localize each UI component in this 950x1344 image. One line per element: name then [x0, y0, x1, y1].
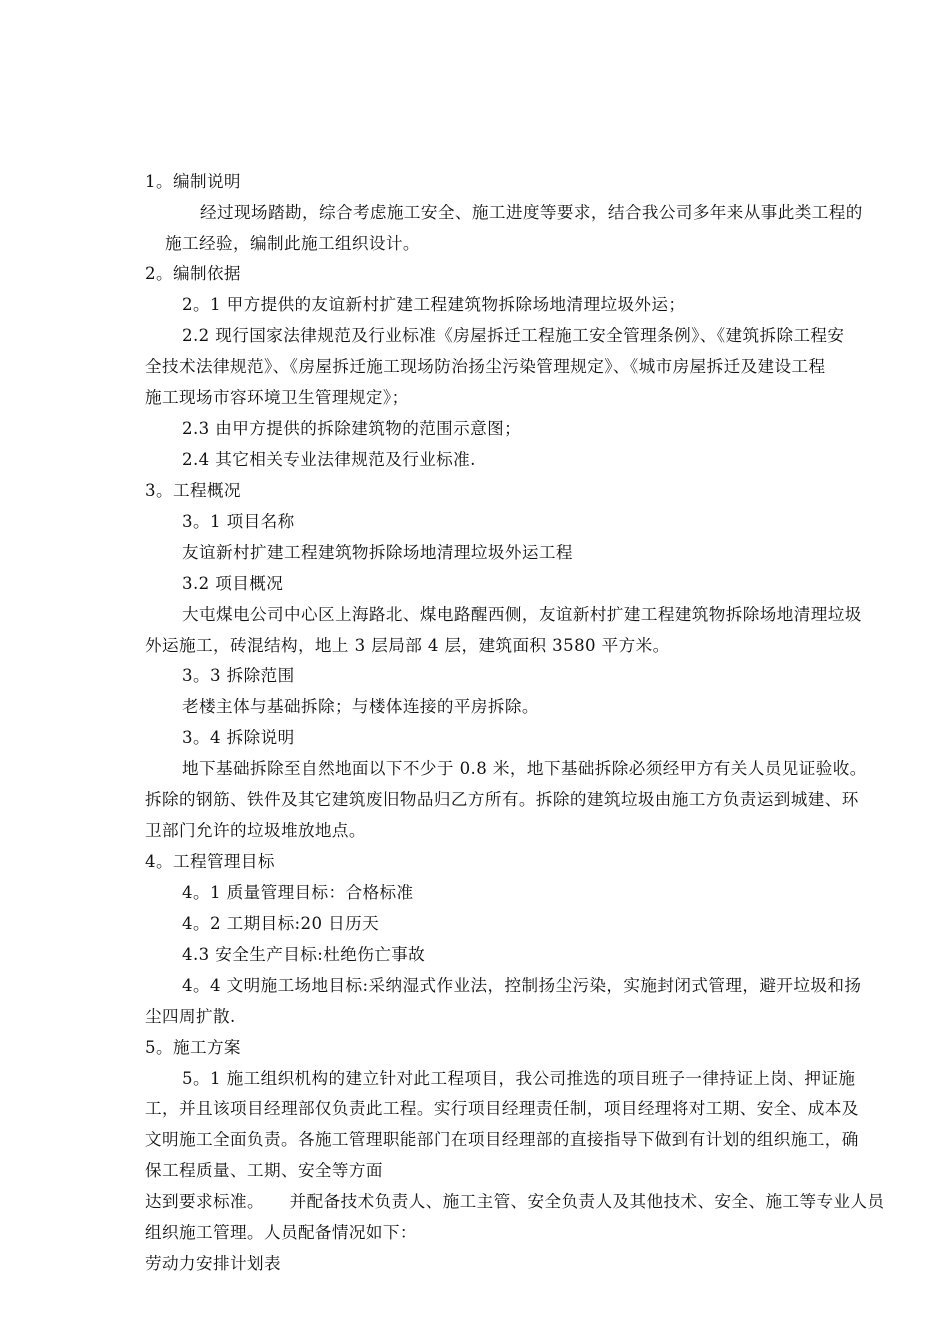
- paragraph-line: 5。1 施工组织机构的建立针对此工程项目，我公司推选的项目班子一律持证上岗、押证施: [182, 1069, 856, 1088]
- subheading: 3。4 拆除说明: [182, 728, 295, 747]
- paragraph-line: 2.4 其它相关专业法律规范及行业标准.: [182, 450, 476, 469]
- paragraph-line: 工，并且该项目经理部仅负责此工程。实行项目经理责任制，项目经理将对工期、安全、成本及: [145, 1099, 859, 1118]
- paragraph-line: 尘四周扩散.: [145, 1007, 236, 1026]
- table-caption: 劳动力安排计划表: [145, 1254, 281, 1273]
- paragraph-line: 地下基础拆除至自然地面以下不少于 0.8 米，地下基础拆除必须经甲方有关人员见证验收。: [182, 759, 867, 778]
- paragraph-line: 施工经验，编制此施工组织设计。: [165, 234, 420, 253]
- heading-1: 1。编制说明: [145, 172, 241, 191]
- paragraph-line: 4。1 质量管理目标：合格标准: [182, 883, 414, 902]
- paragraph-line: 文明施工全面负责。各施工管理职能部门在项目经理部的直接指导下做到有计划的组织施工，确: [145, 1130, 859, 1149]
- paragraph-line: 达到要求标准。 并配备技术负责人、施工主管、安全负责人及其他技术、安全、施工等专业人员: [145, 1192, 885, 1211]
- paragraph-line: 拆除的钢筋、铁件及其它建筑废旧物品归乙方所有。拆除的建筑垃圾由施工方负责运到城建、环: [145, 790, 859, 809]
- paragraph-line: 4。4 文明施工场地目标:采纳湿式作业法，控制扬尘污染，实施封闭式管理，避开垃圾和扬: [182, 976, 862, 995]
- paragraph-line: 大屯煤电公司中心区上海路北、煤电路醒西侧，友谊新村扩建工程建筑物拆除场地清理垃圾: [182, 605, 862, 624]
- heading-3: 3。工程概况: [145, 481, 241, 500]
- paragraph-line: 外运施工，砖混结构，地上 3 层局部 4 层，建筑面积 3580 平方米。: [145, 636, 670, 655]
- paragraph-line: 2.3 由甲方提供的拆除建筑物的范围示意图；: [182, 419, 522, 438]
- heading-2: 2。编制依据: [145, 264, 241, 283]
- paragraph-line: 老楼主体与基础拆除；与楼体连接的平房拆除。: [182, 697, 539, 716]
- paragraph-line: 保工程质量、工期、安全等方面: [145, 1161, 383, 1180]
- subheading: 3。1 项目名称: [182, 512, 295, 531]
- paragraph-line: 2.2 现行国家法律规范及行业标准《房屋拆迁工程施工安全管理条例》、《建筑拆除工程安: [182, 326, 845, 345]
- paragraph-line: 友谊新村扩建工程建筑物拆除场地清理垃圾外运工程: [182, 543, 573, 562]
- paragraph-line: 4.3 安全生产目标:杜绝伤亡事故: [182, 945, 426, 964]
- heading-4: 4。工程管理目标: [145, 852, 275, 871]
- paragraph-line: 全技术法律规范》、《房屋拆迁施工现场防治扬尘污染管理规定》、《城市房屋拆迁及建设工程: [145, 357, 826, 376]
- paragraph-line: 卫部门允许的垃圾堆放地点。: [145, 821, 366, 840]
- subheading: 3。3 拆除范围: [182, 666, 295, 685]
- paragraph-line: 组织施工管理。人员配备情况如下：: [145, 1223, 417, 1242]
- subheading: 3.2 项目概况: [182, 574, 284, 593]
- paragraph-line: 施工现场市容环境卫生管理规定》；: [145, 388, 409, 407]
- paragraph-line: 经过现场踏勘，综合考虑施工安全、施工进度等要求，结合我公司多年来从事此类工程的: [200, 203, 863, 222]
- paragraph-line: 4。2 工期目标:20 日历天: [182, 914, 380, 933]
- paragraph-line: 2。1 甲方提供的友谊新村扩建工程建筑物拆除场地清理垃圾外运；: [182, 295, 686, 314]
- heading-5: 5。施工方案: [145, 1038, 241, 1057]
